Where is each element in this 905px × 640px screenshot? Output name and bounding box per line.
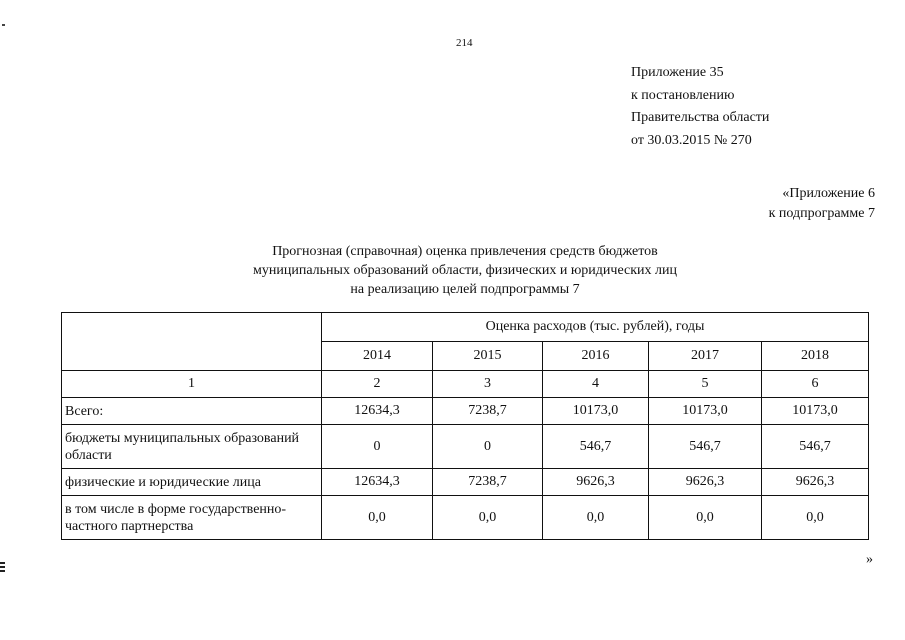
value-cell: 10173,0 [543, 398, 649, 425]
value-cell: 0,0 [762, 496, 869, 540]
value-cell: 9626,3 [762, 469, 869, 496]
table-row [62, 425, 869, 469]
row-label: физические и юридические лица [62, 469, 322, 496]
appendix-block [631, 62, 769, 152]
column-number-cell: 5 [649, 371, 762, 398]
column-number-cell: 3 [433, 371, 543, 398]
table-row [62, 496, 869, 540]
year-cell: 2016 [543, 342, 649, 371]
appendix-line-4: от 30.03.2015 № 270 [631, 132, 752, 148]
value-cell: 546,7 [649, 425, 762, 469]
year-cell: 2017 [649, 342, 762, 371]
page-number: 214 [456, 37, 473, 49]
sub-appendix-line-1: «Приложение 6 [782, 186, 875, 201]
value-cell: 0 [433, 425, 543, 469]
sub-appendix-line-2: к подпрограмме 7 [768, 206, 875, 221]
scan-artifact-mark [0, 562, 5, 574]
value-cell: 0,0 [322, 496, 433, 540]
appendix-line-3: Правительства области [631, 110, 770, 125]
value-cell: 12634,3 [322, 469, 433, 496]
title-line-2: муниципальных образований области, физических и юридических лиц [253, 263, 677, 278]
value-cell: 546,7 [543, 425, 649, 469]
value-cell: 7238,7 [433, 469, 543, 496]
value-cell: 0,0 [649, 496, 762, 540]
table-corner-cell [62, 313, 322, 371]
table-row [62, 469, 869, 496]
value-cell: 9626,3 [543, 469, 649, 496]
column-number-cell: 4 [543, 371, 649, 398]
estimate-table [61, 312, 869, 540]
value-cell: 10173,0 [762, 398, 869, 425]
table-header-row [62, 313, 869, 342]
value-cell: 0,0 [433, 496, 543, 540]
appendix-line-1: Приложение 35 [631, 65, 724, 80]
value-cell: 12634,3 [322, 398, 433, 425]
group-header-cell: Оценка расходов (тыс. рублей), годы [322, 313, 869, 342]
value-cell: 0 [322, 425, 433, 469]
column-number-cell: 1 [62, 371, 322, 398]
year-cell: 2014 [322, 342, 433, 371]
value-cell: 546,7 [762, 425, 869, 469]
value-cell: 7238,7 [433, 398, 543, 425]
column-numbers-row [62, 371, 869, 398]
title-line-3: на реализацию целей подпрограммы 7 [350, 282, 580, 297]
row-label: Всего: [62, 398, 322, 425]
scan-artifact-dot [2, 24, 5, 26]
year-cell: 2018 [762, 342, 869, 371]
appendix-line-2: к постановлению [631, 87, 735, 103]
value-cell: 9626,3 [649, 469, 762, 496]
column-number-cell: 6 [762, 371, 869, 398]
value-cell: 0,0 [543, 496, 649, 540]
value-cell: 10173,0 [649, 398, 762, 425]
closing-quote: » [866, 552, 873, 567]
row-label: в том числе в форме государственно-частного партнерства [62, 496, 322, 540]
row-label: бюджеты муниципальных образований области [62, 425, 322, 469]
table-row [62, 398, 869, 425]
title-line-1: Прогнозная (справочная) оценка привлечения средств бюджетов [272, 244, 658, 259]
year-cell: 2015 [433, 342, 543, 371]
sub-appendix-block [769, 184, 875, 224]
document-title [185, 242, 745, 299]
column-number-cell: 2 [322, 371, 433, 398]
